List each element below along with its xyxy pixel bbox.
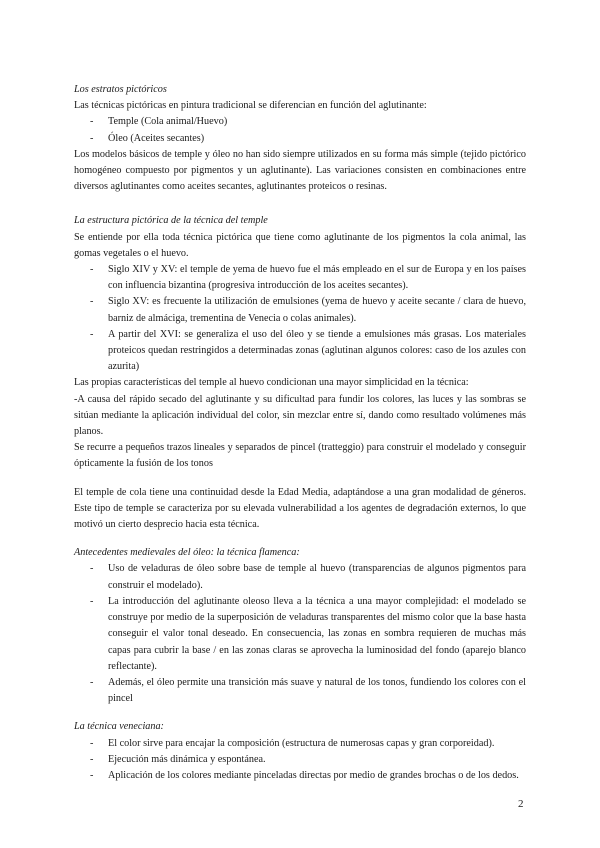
- bullet-dash: -: [90, 328, 94, 340]
- bullet-dash: -: [90, 296, 94, 308]
- temple-paragraph-1: Las propias características del temple al huevo condicionan una mayor simplicidad en la técnica:: [74, 377, 469, 389]
- bullet-dash: -: [90, 769, 94, 781]
- temple-list: [74, 262, 526, 375]
- list-item: - Aplicación de los colores mediante pinceladas directas por medio de grandes brochas o de los dedos.: [74, 768, 526, 784]
- section-heading-estratos: Los estratos pictóricos: [74, 84, 167, 95]
- list-item: - La introducción del aglutinante oleoso lleva a la técnica a una mayor complejidad: el modelado se construye por medio de la superposición de veladuras transparentes del mismo color que la base hasta conseguir el valor tonal deseado. En consecuencia, las zonas en sombra requieren de muchas más capas para cubrir la base / en las zonas claras se aprovecha la luminosidad del fondo (aparejo blanco reflectante).: [90, 595, 526, 672]
- section-heading-veneciana: La técnica veneciana:: [74, 721, 164, 733]
- veneciana-list: [74, 736, 526, 785]
- list-item: - El color sirve para encajar la composición (estructura de numerosas capas y gran corporeidad).: [74, 736, 526, 752]
- estratos-paragraph: Los modelos básicos de temple y óleo no han sido siempre utilizados en su forma más simple (tejido pictórico homogéneo compuesto por pigmentos y un aglutinante). Las variaciones consisten en combinaciones entre diversos aglutinantes como aceites secantes, aglutinantes proteicos o resinas.: [74, 148, 526, 193]
- list-item: - Ejecución más dinámica y espontánea.: [74, 752, 526, 768]
- flamenca-list: [74, 561, 526, 707]
- list-item: - Temple (Cola animal/Huevo): [74, 114, 526, 130]
- temple-paragraph-2: -A causa del rápido secado del aglutinante y su dificultad para fundir los colores, las luces y las sombras se sitúan mediante la aplicación individual del color, sin mezclar entre sí, dando como resultado volúmenes más planos.: [74, 393, 526, 438]
- bullet-dash: -: [90, 132, 94, 144]
- page-number: 2: [518, 798, 524, 810]
- section-heading-flamenca: Antecedentes medievales del óleo: la técnica flamenca:: [74, 547, 300, 559]
- bullet-dash: -: [90, 676, 94, 688]
- temple-intro: Se entiende por ella toda técnica pictórica que tiene como aglutinante de los pigmentos la cola animal, las gomas vegetales o el huevo.: [74, 231, 526, 259]
- bullet-dash: -: [90, 563, 94, 575]
- estratos-intro: Las técnicas pictóricas en pintura tradicional se diferencian en función del aglutinante:: [74, 100, 427, 112]
- bullet-dash: -: [90, 116, 94, 128]
- list-item: - Siglo XIV y XV: el temple de yema de huevo fue el más empleado en el sur de Europa y en los países con influencia bizantina (progresiva introducción de los aceites secantes).: [90, 264, 526, 292]
- temple-paragraph-3: Se recurre a pequeños trazos lineales y separados de pincel (tratteggio) para construir el modelado y conseguir ópticamente la fusión de los tonos: [74, 442, 526, 470]
- bullet-dash: -: [90, 737, 94, 749]
- list-item: - A partir del XVI: se generaliza el uso del óleo y se tiende a emulsiones más grasas. Los materiales proteicos quedan restringidos a determinadas zonas (aglutinan algunos colores: caso de los azules con azurita): [90, 328, 526, 373]
- bullet-dash: -: [90, 595, 94, 607]
- document-body: [74, 82, 526, 784]
- list-item: - Siglo XV: es frecuente la utilización de emulsiones (yema de huevo y aceite secante / clara de huevo, barniz de almáciga, trementina de Venecia o colas animales).: [90, 296, 526, 324]
- temple-paragraph-4: El temple de cola tiene una continuidad desde la Edad Media, adaptándose a una gran modalidad de géneros. Este tipo de temple se caracteriza por su elevada vulnerabilidad a los agentes de degradación externos, lo que motivó un cierto desprecio hacia esta técnica.: [74, 486, 526, 531]
- bullet-dash: -: [90, 753, 94, 765]
- estratos-list: [74, 114, 526, 146]
- bullet-dash: -: [90, 264, 94, 276]
- section-heading-temple: La estructura pictórica de la técnica del temple: [74, 215, 268, 227]
- list-item: - Óleo (Aceites secantes): [74, 131, 526, 147]
- list-item: - Uso de veladuras de óleo sobre base de temple al huevo (transparencias de algunos pigmentos para construir el modelado).: [90, 563, 526, 591]
- list-item: - Además, el óleo permite una transición más suave y natural de los tonos, fundiendo los colores con el pincel: [90, 676, 526, 705]
